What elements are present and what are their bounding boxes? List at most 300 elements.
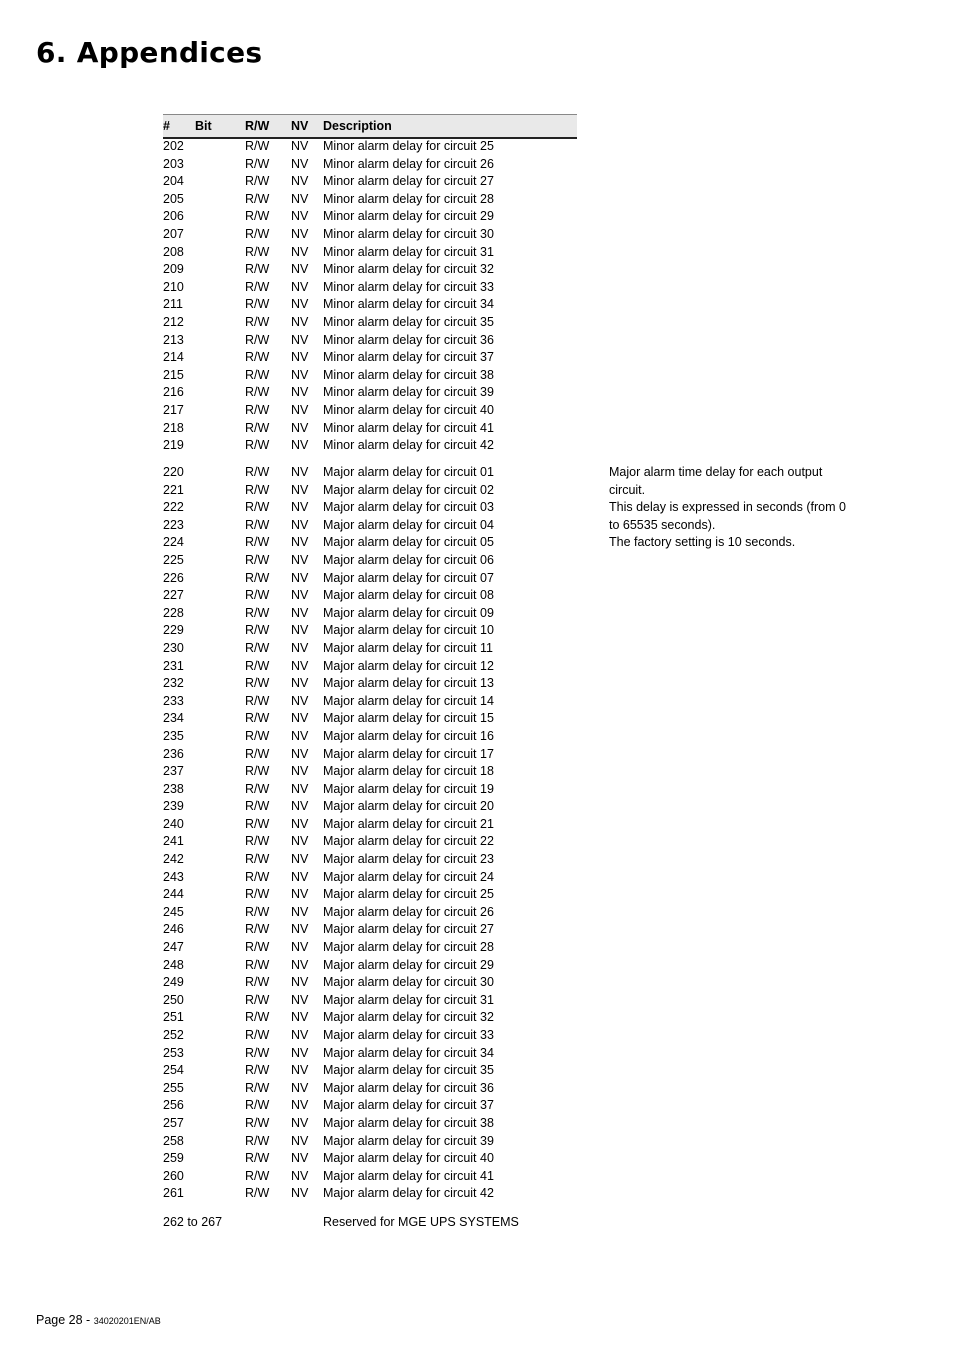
row-number: 243: [163, 869, 184, 884]
row-number: 225: [163, 552, 184, 567]
row-description: Minor alarm delay for circuit 41: [323, 420, 494, 435]
row-number: 233: [163, 693, 184, 708]
table-row: [163, 1097, 583, 1115]
row-number: 202: [163, 139, 184, 153]
table-row: [163, 314, 583, 332]
table-row: [163, 992, 583, 1010]
row-number: 244: [163, 887, 184, 902]
row-rw: R/W: [245, 402, 270, 417]
table-row: [163, 640, 583, 658]
row-description: Major alarm delay for circuit 26: [323, 904, 494, 919]
row-nv: NV: [291, 314, 309, 329]
row-description: Major alarm delay for circuit 16: [323, 728, 494, 743]
row-nv: NV: [291, 438, 309, 453]
row-description: Major alarm delay for circuit 15: [323, 711, 494, 726]
row-nv: NV: [291, 1063, 309, 1078]
table-row: [163, 816, 583, 834]
row-nv: NV: [291, 174, 309, 189]
table-row: [163, 534, 583, 552]
row-nv: NV: [291, 781, 309, 796]
row-description: Major alarm delay for circuit 24: [323, 869, 494, 884]
row-description: Major alarm delay for circuit 29: [323, 957, 494, 972]
row-number: 204: [163, 174, 184, 189]
row-description: Major alarm delay for circuit 09: [323, 605, 494, 620]
row-rw: R/W: [245, 262, 270, 277]
row-number: 205: [163, 191, 184, 206]
table-row: [163, 226, 583, 244]
row-number: 226: [163, 570, 184, 585]
table-row: [163, 261, 583, 279]
row-number: 221: [163, 482, 184, 497]
row-nv: NV: [291, 1010, 309, 1025]
row-description: Major alarm delay for circuit 32: [323, 1010, 494, 1025]
row-number: 239: [163, 799, 184, 814]
table-row: [163, 622, 583, 640]
row-number: 206: [163, 209, 184, 224]
row-description: Major alarm delay for circuit 14: [323, 693, 494, 708]
table-row: [163, 156, 583, 174]
row-number: 253: [163, 1045, 184, 1060]
row-nv: NV: [291, 605, 309, 620]
row-description: Minor alarm delay for circuit 32: [323, 262, 494, 277]
row-number: 259: [163, 1151, 184, 1166]
row-rw: R/W: [245, 746, 270, 761]
row-description: Minor alarm delay for circuit 25: [323, 139, 494, 153]
row-rw: R/W: [245, 482, 270, 497]
header-number: #: [163, 119, 170, 133]
row-description: Major alarm delay for circuit 01: [323, 465, 494, 479]
table-row: [163, 587, 583, 605]
row-number: 261: [163, 1186, 184, 1201]
table-row: [163, 1045, 583, 1063]
row-nv: NV: [291, 658, 309, 673]
row-nv: NV: [291, 244, 309, 259]
row-description: Major alarm delay for circuit 06: [323, 552, 494, 567]
row-description: Minor alarm delay for circuit 40: [323, 402, 494, 417]
row-description: Major alarm delay for circuit 27: [323, 922, 494, 937]
table-row: [163, 904, 583, 922]
row-nv: NV: [291, 640, 309, 655]
row-rw: R/W: [245, 174, 270, 189]
row-rw: R/W: [245, 693, 270, 708]
row-number: 214: [163, 350, 184, 365]
row-nv: NV: [291, 156, 309, 171]
row-description: Minor alarm delay for circuit 42: [323, 438, 494, 453]
row-description: Major alarm delay for circuit 13: [323, 676, 494, 691]
table-row: [163, 1009, 583, 1027]
row-rw: R/W: [245, 816, 270, 831]
row-number: 252: [163, 1028, 184, 1042]
row-description: Minor alarm delay for circuit 30: [323, 226, 494, 241]
row-rw: R/W: [245, 226, 270, 241]
table-row: [163, 437, 583, 455]
table-header: [163, 114, 577, 139]
table-row: [163, 728, 583, 746]
page-footer: [36, 1313, 161, 1327]
table-row: [163, 675, 583, 693]
header-description: Description: [323, 119, 392, 133]
row-nv: NV: [291, 1186, 309, 1201]
reserved-description: Reserved for MGE UPS SYSTEMS: [323, 1215, 519, 1229]
table-row: [163, 138, 583, 156]
table-row: [163, 208, 583, 226]
row-nv: NV: [291, 350, 309, 365]
row-nv: NV: [291, 1028, 309, 1042]
row-description: Major alarm delay for circuit 42: [323, 1186, 494, 1201]
row-rw: R/W: [245, 517, 270, 532]
row-number: 207: [163, 226, 184, 241]
table-row: [163, 939, 583, 957]
table-row: [163, 851, 583, 869]
table-row: [163, 552, 583, 570]
row-nv: NV: [291, 139, 309, 153]
row-nv: NV: [291, 482, 309, 497]
header-rw: R/W: [245, 119, 270, 133]
row-nv: NV: [291, 226, 309, 241]
row-rw: R/W: [245, 1080, 270, 1095]
row-rw: R/W: [245, 975, 270, 990]
row-rw: R/W: [245, 640, 270, 655]
row-number: 223: [163, 517, 184, 532]
row-nv: NV: [291, 1045, 309, 1060]
table-row: [163, 191, 583, 209]
minor-alarm-rows: [163, 138, 583, 455]
row-rw: R/W: [245, 552, 270, 567]
row-nv: NV: [291, 1115, 309, 1130]
row-number: 209: [163, 262, 184, 277]
row-rw: R/W: [245, 992, 270, 1007]
row-nv: NV: [291, 1098, 309, 1113]
table-row: [163, 332, 583, 350]
note-line: This delay is expressed in seconds (from 0: [609, 500, 846, 515]
row-rw: R/W: [245, 438, 270, 453]
row-nv: NV: [291, 623, 309, 638]
row-nv: NV: [291, 1168, 309, 1183]
table-row: [163, 1168, 583, 1186]
row-number: 240: [163, 816, 184, 831]
table-row: [163, 763, 583, 781]
note-line: to 65535 seconds).: [609, 517, 716, 532]
row-rw: R/W: [245, 1151, 270, 1166]
table-row: [163, 1185, 583, 1203]
row-number: 217: [163, 402, 184, 417]
table-row: [163, 420, 583, 438]
row-description: Major alarm delay for circuit 05: [323, 535, 494, 550]
row-nv: NV: [291, 992, 309, 1007]
row-number: 210: [163, 279, 184, 294]
row-rw: R/W: [245, 658, 270, 673]
row-description: Minor alarm delay for circuit 36: [323, 332, 494, 347]
row-nv: NV: [291, 887, 309, 902]
row-number: 250: [163, 992, 184, 1007]
page-title: 6. Appendices: [36, 36, 263, 69]
row-description: Major alarm delay for circuit 34: [323, 1045, 494, 1060]
table-row: [163, 781, 583, 799]
row-rw: R/W: [245, 922, 270, 937]
row-nv: NV: [291, 1151, 309, 1166]
row-rw: R/W: [245, 957, 270, 972]
row-nv: NV: [291, 869, 309, 884]
row-nv: NV: [291, 711, 309, 726]
row-rw: R/W: [245, 588, 270, 603]
row-description: Major alarm delay for circuit 18: [323, 764, 494, 779]
row-number: 241: [163, 834, 184, 849]
row-number: 213: [163, 332, 184, 347]
row-nv: NV: [291, 552, 309, 567]
row-number: 212: [163, 314, 184, 329]
row-nv: NV: [291, 676, 309, 691]
row-description: Minor alarm delay for circuit 28: [323, 191, 494, 206]
table-row: [163, 1027, 583, 1045]
row-nv: NV: [291, 852, 309, 867]
row-description: Major alarm delay for circuit 33: [323, 1028, 494, 1042]
note-line: The factory setting is 10 seconds.: [609, 535, 796, 550]
table-row: [163, 833, 583, 851]
row-rw: R/W: [245, 605, 270, 620]
table-row: [163, 957, 583, 975]
row-number: 216: [163, 385, 184, 400]
table-row: [163, 1150, 583, 1168]
row-rw: R/W: [245, 852, 270, 867]
row-description: Minor alarm delay for circuit 29: [323, 209, 494, 224]
row-number: 230: [163, 640, 184, 655]
row-rw: R/W: [245, 420, 270, 435]
row-description: Minor alarm delay for circuit 34: [323, 297, 494, 312]
row-rw: R/W: [245, 1028, 270, 1042]
row-rw: R/W: [245, 385, 270, 400]
row-rw: R/W: [245, 676, 270, 691]
table-row: [163, 349, 583, 367]
row-nv: NV: [291, 834, 309, 849]
table-row: [163, 1133, 583, 1151]
row-number: 215: [163, 367, 184, 382]
row-rw: R/W: [245, 500, 270, 515]
row-rw: R/W: [245, 350, 270, 365]
row-rw: R/W: [245, 332, 270, 347]
row-description: Major alarm delay for circuit 25: [323, 887, 494, 902]
row-number: 251: [163, 1010, 184, 1025]
table-row: [163, 1080, 583, 1098]
table-row: [163, 402, 583, 420]
row-description: Major alarm delay for circuit 41: [323, 1168, 494, 1183]
row-description: Major alarm delay for circuit 38: [323, 1115, 494, 1130]
row-description: Major alarm delay for circuit 10: [323, 623, 494, 638]
row-nv: NV: [291, 693, 309, 708]
row-description: Major alarm delay for circuit 22: [323, 834, 494, 849]
document-code: 34020201EN/AB: [93, 1316, 161, 1326]
row-rw: R/W: [245, 764, 270, 779]
row-number: 228: [163, 605, 184, 620]
row-description: Major alarm delay for circuit 37: [323, 1098, 494, 1113]
row-rw: R/W: [245, 465, 270, 479]
row-rw: R/W: [245, 314, 270, 329]
row-rw: R/W: [245, 139, 270, 153]
row-rw: R/W: [245, 1010, 270, 1025]
row-description: Major alarm delay for circuit 07: [323, 570, 494, 585]
row-number: 256: [163, 1098, 184, 1113]
table-row: [163, 384, 583, 402]
row-description: Minor alarm delay for circuit 31: [323, 244, 494, 259]
row-nv: NV: [291, 279, 309, 294]
row-description: Minor alarm delay for circuit 26: [323, 156, 494, 171]
row-rw: R/W: [245, 1168, 270, 1183]
row-nv: NV: [291, 535, 309, 550]
row-number: 247: [163, 940, 184, 955]
row-rw: R/W: [245, 834, 270, 849]
row-number: 248: [163, 957, 184, 972]
row-description: Major alarm delay for circuit 08: [323, 588, 494, 603]
row-number: 237: [163, 764, 184, 779]
row-nv: NV: [291, 975, 309, 990]
row-description: Major alarm delay for circuit 35: [323, 1063, 494, 1078]
row-description: Major alarm delay for circuit 17: [323, 746, 494, 761]
reserved-row: [163, 1214, 583, 1232]
table-row: [163, 974, 583, 992]
row-number: 236: [163, 746, 184, 761]
row-rw: R/W: [245, 209, 270, 224]
row-nv: NV: [291, 570, 309, 585]
row-nv: NV: [291, 420, 309, 435]
table-row: [163, 173, 583, 191]
row-number: 258: [163, 1133, 184, 1148]
row-nv: NV: [291, 1133, 309, 1148]
row-number: 231: [163, 658, 184, 673]
row-nv: NV: [291, 500, 309, 515]
row-rw: R/W: [245, 904, 270, 919]
header-nv: NV: [291, 119, 309, 133]
row-rw: R/W: [245, 1063, 270, 1078]
row-number: 227: [163, 588, 184, 603]
header-bit: Bit: [195, 119, 212, 133]
row-description: Major alarm delay for circuit 23: [323, 852, 494, 867]
row-description: Major alarm delay for circuit 36: [323, 1080, 494, 1095]
row-number: 246: [163, 922, 184, 937]
row-description: Major alarm delay for circuit 03: [323, 500, 494, 515]
table-row: [163, 693, 583, 711]
row-nv: NV: [291, 957, 309, 972]
row-nv: NV: [291, 816, 309, 831]
row-description: Major alarm delay for circuit 11: [323, 640, 493, 655]
row-number: 235: [163, 728, 184, 743]
row-description: Major alarm delay for circuit 28: [323, 940, 494, 955]
row-number: 219: [163, 438, 184, 453]
note-line: Major alarm time delay for each output: [609, 465, 823, 479]
row-rw: R/W: [245, 156, 270, 171]
row-nv: NV: [291, 367, 309, 382]
row-number: 254: [163, 1063, 184, 1078]
row-number: 211: [163, 297, 183, 312]
row-rw: R/W: [245, 940, 270, 955]
row-nv: NV: [291, 746, 309, 761]
row-description: Major alarm delay for circuit 30: [323, 975, 494, 990]
row-description: Major alarm delay for circuit 04: [323, 517, 494, 532]
table-row: [163, 367, 583, 385]
row-number: 255: [163, 1080, 184, 1095]
row-rw: R/W: [245, 623, 270, 638]
row-nv: NV: [291, 904, 309, 919]
table-row: [163, 658, 583, 676]
table-row: [163, 605, 583, 623]
table-row: [163, 464, 583, 482]
row-rw: R/W: [245, 1098, 270, 1113]
row-description: Minor alarm delay for circuit 39: [323, 385, 494, 400]
table-row: [163, 296, 583, 314]
table-row: [163, 1062, 583, 1080]
row-nv: NV: [291, 940, 309, 955]
row-number: 238: [163, 781, 184, 796]
row-rw: R/W: [245, 799, 270, 814]
row-number: 208: [163, 244, 184, 259]
row-number: 224: [163, 535, 184, 550]
row-rw: R/W: [245, 1045, 270, 1060]
row-nv: NV: [291, 799, 309, 814]
row-number: 218: [163, 420, 184, 435]
row-rw: R/W: [245, 728, 270, 743]
row-description: Major alarm delay for circuit 20: [323, 799, 494, 814]
row-number: 249: [163, 975, 184, 990]
row-description: Major alarm delay for circuit 39: [323, 1133, 494, 1148]
row-number: 220: [163, 465, 184, 479]
row-rw: R/W: [245, 711, 270, 726]
row-rw: R/W: [245, 1186, 270, 1201]
row-nv: NV: [291, 764, 309, 779]
table-row: [163, 710, 583, 728]
row-nv: NV: [291, 191, 309, 206]
table-row: [163, 570, 583, 588]
row-description: Major alarm delay for circuit 12: [323, 658, 494, 673]
table-row: [163, 798, 583, 816]
row-description: Minor alarm delay for circuit 27: [323, 174, 494, 189]
row-nv: NV: [291, 385, 309, 400]
row-description: Minor alarm delay for circuit 38: [323, 367, 494, 382]
row-description: Major alarm delay for circuit 19: [323, 781, 494, 796]
table-row: [163, 1115, 583, 1133]
row-nv: NV: [291, 402, 309, 417]
row-description: Major alarm delay for circuit 40: [323, 1151, 494, 1166]
table-row: [163, 279, 583, 297]
table-row: [163, 244, 583, 262]
row-nv: NV: [291, 465, 309, 479]
row-description: Major alarm delay for circuit 21: [323, 816, 494, 831]
row-nv: NV: [291, 297, 309, 312]
row-rw: R/W: [245, 887, 270, 902]
row-rw: R/W: [245, 367, 270, 382]
row-number: 232: [163, 676, 184, 691]
row-number: 257: [163, 1115, 184, 1130]
table-row: [163, 482, 583, 500]
table-row: [163, 921, 583, 939]
row-number: 234: [163, 711, 184, 726]
row-description: Minor alarm delay for circuit 33: [323, 279, 494, 294]
table-row: [163, 499, 583, 517]
row-rw: R/W: [245, 535, 270, 550]
major-alarm-rows: [163, 464, 583, 1203]
row-nv: NV: [291, 922, 309, 937]
row-nv: NV: [291, 1080, 309, 1095]
row-description: Major alarm delay for circuit 02: [323, 482, 494, 497]
row-rw: R/W: [245, 570, 270, 585]
row-number: 242: [163, 852, 184, 867]
row-rw: R/W: [245, 279, 270, 294]
row-rw: R/W: [245, 1133, 270, 1148]
row-description: Major alarm delay for circuit 31: [323, 992, 494, 1007]
row-number: 229: [163, 623, 184, 638]
row-number: 222: [163, 500, 184, 515]
row-rw: R/W: [245, 244, 270, 259]
row-nv: NV: [291, 332, 309, 347]
row-description: Minor alarm delay for circuit 35: [323, 314, 494, 329]
row-nv: NV: [291, 588, 309, 603]
